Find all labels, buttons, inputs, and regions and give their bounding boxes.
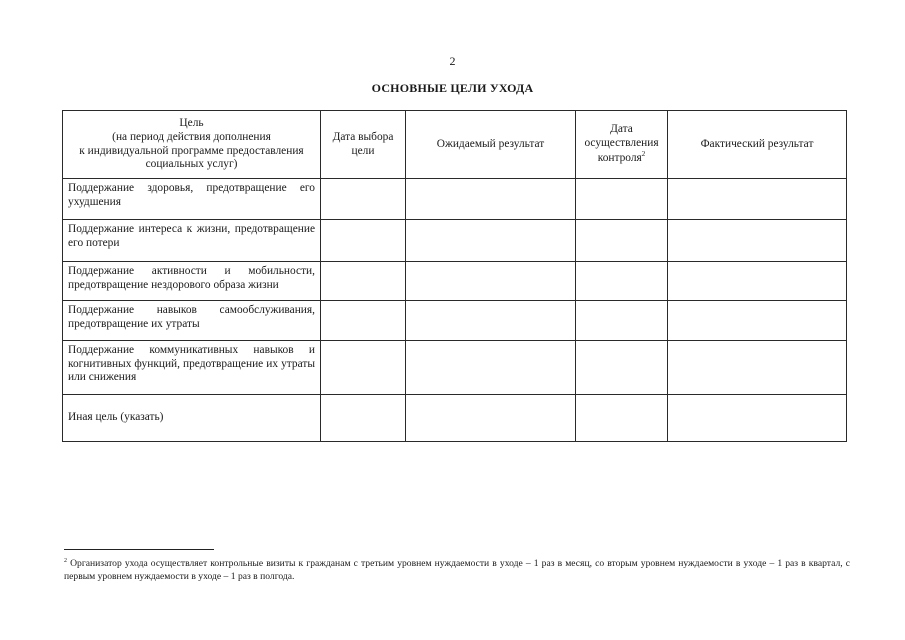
header-date-selected-line: Дата выбора — [332, 130, 394, 143]
document-title: ОСНОВНЫЕ ЦЕЛИ УХОДА — [371, 81, 534, 95]
control-date-cell — [576, 179, 668, 220]
header-expected-result: Ожидаемый результат — [406, 111, 576, 179]
date-selected-cell — [321, 395, 406, 442]
date-selected-cell — [321, 301, 406, 341]
header-goal-line: социальных услуг) — [145, 158, 238, 171]
date-selected-cell — [321, 341, 406, 395]
date-selected-cell — [321, 220, 406, 262]
header-date-selected — [321, 111, 406, 179]
goal-cell: Поддержание интереса к жизни, предотвращение его потери — [63, 220, 321, 262]
header-control-date-line: Дата — [610, 123, 633, 136]
control-date-cell — [576, 220, 668, 262]
header-goal-line: (на период действия дополнения — [112, 130, 271, 143]
goal-cell: Поддержание активности и мобильности, предотвращение нездорового образа жизни — [63, 262, 321, 301]
actual-result-cell — [668, 220, 847, 262]
goal-cell: Поддержание коммуникативных навыков и когнитивных функций, предотвращение их утраты или снижения — [63, 341, 321, 395]
expected-result-cell — [406, 220, 576, 262]
footnote-divider — [64, 549, 214, 550]
table-row — [63, 179, 847, 220]
table-row — [63, 395, 847, 442]
header-control-date-line: контроля — [597, 152, 642, 165]
goal-cell: Поддержание здоровья, предотвращение его ухудшения — [63, 179, 321, 220]
header-date-selected-line: цели — [351, 144, 375, 157]
actual-result-cell — [668, 179, 847, 220]
footnote — [64, 557, 850, 584]
table-header-row — [63, 111, 847, 179]
footnote-text: Организатор ухода осуществляет контрольные визиты к гражданам с третьим уровнем нуждаемости в уходе – 1 раз в месяц, со вторым уровнем нуждаемости в уходе – 1 раз в квартал, с первым уровнем нуждаемости в уходе – 1 раз в полгода. — [64, 558, 850, 583]
control-date-cell — [576, 341, 668, 395]
header-control-date — [576, 111, 668, 179]
actual-result-cell — [668, 341, 847, 395]
control-date-cell — [576, 262, 668, 301]
header-control-date-line: осуществления — [584, 136, 659, 149]
control-date-cell — [576, 395, 668, 442]
footnote-number: 2 — [64, 558, 67, 564]
care-goals-table — [62, 110, 847, 442]
actual-result-cell — [668, 301, 847, 341]
header-actual-result: Фактический результат — [668, 111, 847, 179]
actual-result-cell — [668, 262, 847, 301]
expected-result-cell — [406, 262, 576, 301]
table-row — [63, 262, 847, 301]
control-date-cell — [576, 301, 668, 341]
header-goal — [63, 111, 321, 179]
header-goal-line: Цель — [179, 117, 204, 130]
goal-cell: Поддержание навыков самообслуживания, предотвращение их утраты — [63, 301, 321, 341]
table-row — [63, 341, 847, 395]
goal-cell: Иная цель (указать) — [63, 395, 321, 442]
page-number: 2 — [449, 54, 456, 68]
actual-result-cell — [668, 395, 847, 442]
footnote-ref: 2 — [641, 150, 646, 159]
expected-result-cell — [406, 179, 576, 220]
table-row — [63, 220, 847, 262]
date-selected-cell — [321, 179, 406, 220]
expected-result-cell — [406, 395, 576, 442]
header-goal-line: к индивидуальной программе предоставления — [79, 144, 304, 157]
date-selected-cell — [321, 262, 406, 301]
expected-result-cell — [406, 301, 576, 341]
table-row — [63, 301, 847, 341]
expected-result-cell — [406, 341, 576, 395]
